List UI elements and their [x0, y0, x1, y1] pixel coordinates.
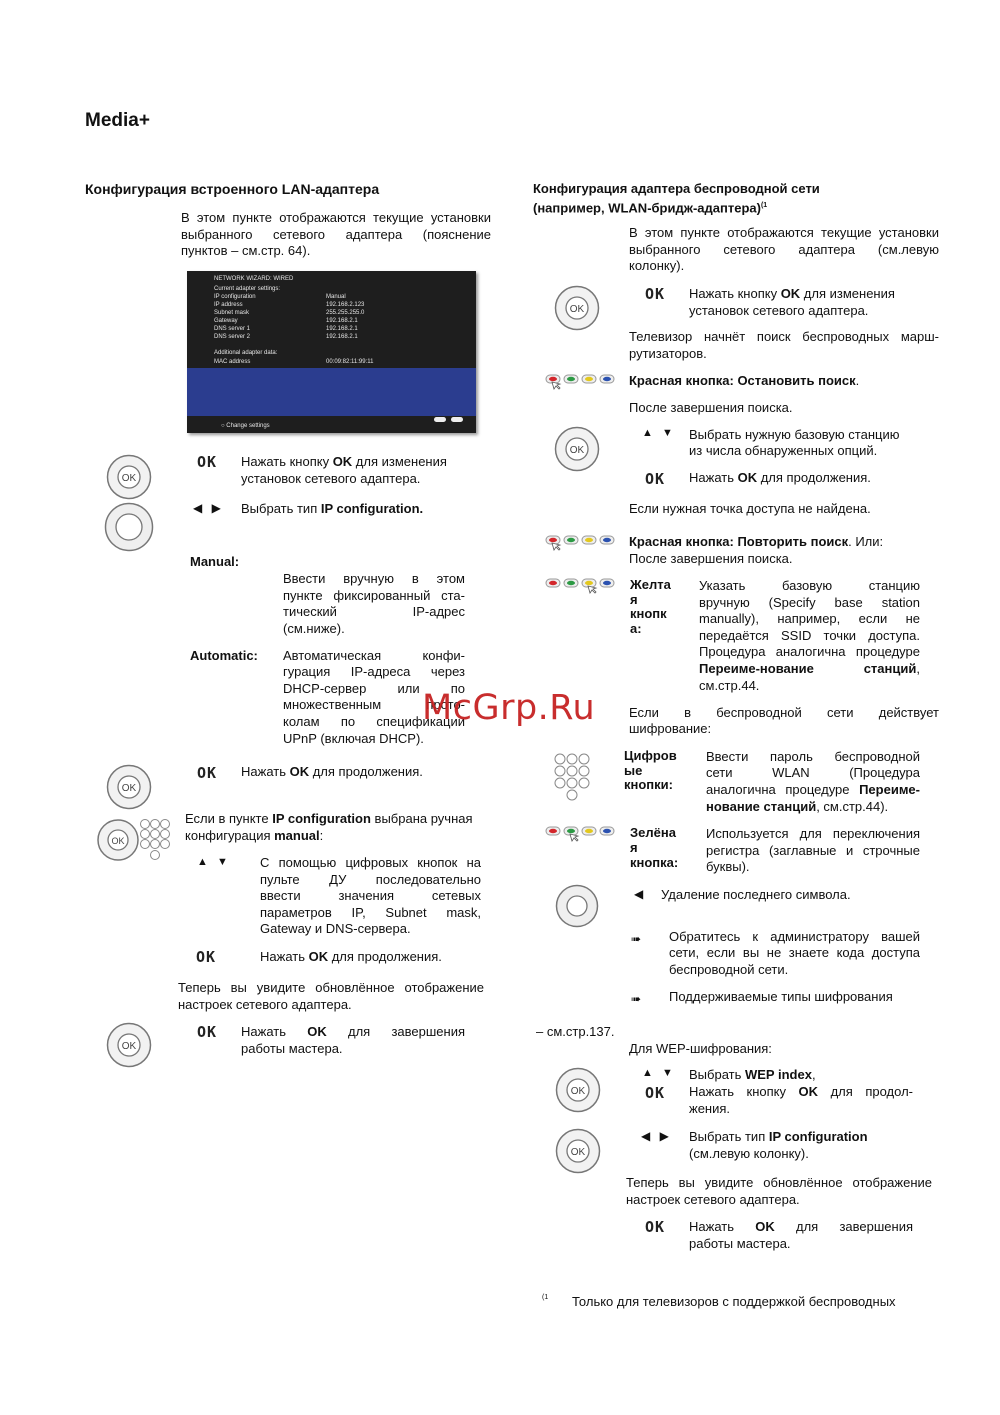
left-right-arrows-icon: ◀ ▶: [193, 501, 224, 515]
svg-text:OK: OK: [570, 1086, 586, 1097]
yellow-label-3: кнопк: [630, 606, 667, 621]
wep-step1: Выбрать WEP index,: [689, 1067, 816, 1082]
footnote-mark: (1: [760, 202, 768, 209]
ok-key-label: OK: [645, 285, 666, 303]
up-down-arrows-icon: ▲ ▼: [197, 856, 231, 868]
red-button-repeat: Красная кнопка: Повторить поиск. Или:: [629, 534, 884, 549]
footnote-text: Только для телевизоров с поддержкой беспроводных: [572, 1294, 896, 1309]
ok-remote-icon: [106, 764, 152, 810]
left-step1-line1: Нажать кнопку OK для изменения: [241, 454, 447, 469]
left-step2: Выбрать тип IP configuration.: [241, 501, 424, 516]
green-text-1: Используется для переключения: [706, 826, 920, 841]
up-down-arrows-icon: ▲ ▼: [642, 1067, 676, 1079]
left-right-arrows-icon: ◀ ▶: [641, 1129, 672, 1143]
svg-text:OK: OK: [121, 473, 137, 484]
green-label-3: кнопка:: [630, 855, 679, 870]
select-station-2: из числа обнаруженных опций.: [689, 443, 878, 458]
green-text-2: регистра (заглавные и строчные: [706, 843, 920, 858]
left-step1-line2: установок сетевого адаптера.: [241, 471, 421, 486]
final-2: работы мастера.: [689, 1236, 791, 1251]
navigation-remote-icon: [104, 502, 154, 552]
right-step1-line1: Нажать кнопку OK для изменения: [689, 286, 895, 301]
left-result-2: настроек сетевого адаптера.: [178, 997, 352, 1012]
ok-key-label: OK: [197, 764, 218, 782]
color-buttons-yellow-icon: [545, 577, 615, 595]
digit-label-3: кнопки:: [624, 777, 673, 792]
screen-row-value: 255.255.255.0: [326, 310, 365, 316]
right-continue: Нажать OK для продолжения.: [689, 470, 871, 485]
after-search: После завершения поиска.: [629, 400, 793, 415]
wep-step3-2: (см.левую колонку).: [689, 1146, 809, 1161]
yellow-text-4: передаётся SSID точки доступа.: [699, 628, 920, 643]
left-step4-3: ввести значения сетевых: [260, 888, 481, 903]
left-step3: Нажать OK для продолжения.: [241, 764, 423, 779]
screen-title: NETWORK WIZARD: WIRED: [214, 276, 294, 282]
navigation-remote-icon: [555, 884, 599, 928]
encryption-1: Если в беспроводной сети действует: [629, 705, 939, 720]
left-step4-4: параметров IP, Subnet mask,: [260, 905, 481, 920]
note1-2: сети, если вы не знаете кода доступа: [669, 945, 920, 960]
yellow-text-1: Указать базовую станцию: [699, 578, 920, 593]
left-step5: Нажать OK для продолжения.: [260, 949, 442, 964]
manual-text-2: пункте фиксированный ста-: [283, 588, 465, 603]
screen-blue-panel: [187, 368, 476, 416]
left-section-title: Конфигурация встроенного LAN-адаптера: [85, 181, 380, 197]
wep-step3-1: Выбрать тип IP configuration: [689, 1129, 868, 1144]
digit-text-2: сети WLAN (Процедура: [706, 765, 920, 780]
left-manual-intro-2: конфигурация manual:: [185, 828, 324, 843]
red-button-stop: Красная кнопка: Остановить поиск.: [629, 373, 860, 388]
color-buttons-red-icon: [545, 534, 615, 552]
right-result-2: настроек сетевого адаптера.: [626, 1192, 800, 1207]
screen-mac-label: MAC address: [214, 359, 251, 365]
ok-remote-icon: [106, 454, 152, 500]
left-arrow-icon: ◀: [634, 887, 647, 901]
svg-text:OK: OK: [121, 1041, 137, 1052]
yellow-text-5: Процедура аналогична процедуре: [699, 644, 920, 659]
svg-text:OK: OK: [570, 1147, 586, 1158]
ok-key-label: OK: [197, 453, 218, 471]
left-step6-2: работы мастера.: [241, 1041, 343, 1056]
screen-additional: Additional adapter data:: [214, 350, 278, 356]
screen-mac-value: 00:09:82:11:99:11: [326, 359, 374, 365]
color-buttons-green-icon: [545, 825, 615, 843]
screen-row-label: IP configuration: [214, 294, 256, 300]
right-result-1: Теперь вы увидите обновлённое отображение: [626, 1175, 932, 1190]
footnote-mark: (1: [542, 1294, 549, 1301]
screen-row-label: IP address: [214, 302, 243, 308]
right-section-title-2: (например, WLAN-бридж-адаптера)$^{(1}$: [533, 200, 768, 216]
ok-remote-icon: [106, 1022, 152, 1068]
svg-text:OK: OK: [121, 783, 137, 794]
right-intro-3: колонку).: [629, 258, 685, 273]
automatic-text-1: Автоматическая конфи-: [283, 648, 465, 663]
manual-text-4: (см.ниже).: [283, 621, 345, 636]
right-section-title-1: Конфигурация адаптера беспроводной сети: [533, 181, 820, 196]
left-intro-3: пунктов – см.стр. 64).: [181, 243, 311, 258]
yellow-label-4: а:: [630, 621, 642, 636]
ok-remote-icon: [555, 1128, 601, 1174]
ok-remote-icon: [554, 285, 600, 331]
screen-ok-icon: [434, 417, 446, 422]
svg-text:OK: OK: [569, 445, 585, 456]
select-station-1: Выбрать нужную базовую станцию: [689, 427, 900, 442]
left-step4-5: Gateway и DNS-сервера.: [260, 921, 411, 936]
screen-footer: ○ Change settings: [221, 423, 270, 429]
automatic-label: Automatic:: [190, 648, 258, 663]
right-intro-2: выбранного сетевого адаптера (см.левую: [629, 242, 939, 257]
automatic-text-4: множественным прото-: [283, 697, 465, 712]
yellow-text-2: вручную (Specify base station: [699, 595, 920, 610]
color-buttons-red-icon: [545, 373, 615, 391]
manual-label: Manual:: [190, 554, 240, 569]
screen-row-value: 192.168.2.1: [326, 318, 358, 324]
page-title: Media+: [85, 110, 150, 131]
yellow-label-1: Желта: [630, 577, 671, 592]
right-intro-1: В этом пункте отображаются текущие установки: [629, 225, 939, 240]
note-pointer-icon: ➠: [631, 992, 642, 1006]
left-step6-1: Нажать OK для завершения: [241, 1024, 465, 1039]
yellow-text-7: см.стр.44.: [699, 678, 760, 693]
wep-step2-2: жения.: [689, 1101, 731, 1116]
after-search-2: После завершения поиска.: [629, 551, 793, 566]
note2-continuation: – см.стр.137.: [536, 1024, 615, 1039]
note2: Поддерживаемые типы шифрования: [669, 989, 893, 1004]
manual-text-3: тический IP-адрес: [283, 604, 465, 619]
note1-3: беспроводной сети.: [669, 962, 789, 977]
wep-step2-1: Нажать кнопку OK для продол-: [689, 1084, 913, 1099]
screen-row-label: Gateway: [214, 318, 238, 324]
note1-1: Обратитесь к администратору вашей: [669, 929, 920, 944]
green-label-1: Зелёна: [630, 825, 676, 840]
digit-text-4: нование станций, см.стр.44).: [706, 799, 889, 814]
network-wizard-screen: [187, 271, 476, 433]
screen-row-value: 192.168.2.1: [326, 326, 358, 332]
delete-last-char: Удаление последнего символа.: [661, 887, 851, 902]
automatic-text-2: гурация IP-адреса через: [283, 664, 465, 679]
screen-row-label: DNS server 1: [214, 326, 251, 332]
yellow-label-2: я: [630, 592, 638, 607]
screen-row-value: Manual: [326, 294, 346, 300]
right-search-1: Телевизор начнёт поиск беспроводных марш-: [629, 329, 939, 344]
ok-key-label: OK: [197, 1023, 218, 1041]
ok-key-label: OK: [645, 1218, 666, 1236]
svg-text:OK: OK: [111, 836, 125, 846]
digit-text-1: Ввести пароль беспроводной: [706, 749, 920, 764]
right-step1-line2: установок сетевого адаптера.: [689, 303, 869, 318]
svg-text:OK: OK: [569, 304, 585, 315]
left-step4-2: пульте ДУ последовательно: [260, 872, 481, 887]
manual-text-1: Ввести вручную в этом: [283, 571, 465, 586]
left-manual-intro-1: Если в пункте IP configuration выбрана ручная: [185, 811, 473, 826]
left-step4-1: С помощью цифровых кнопок на: [260, 855, 481, 870]
right-search-2: рутизаторов.: [629, 346, 707, 361]
note-pointer-icon: ➠: [631, 932, 642, 946]
automatic-text-3: DHCP-сервер или по: [283, 681, 465, 696]
green-text-3: буквы).: [706, 859, 750, 874]
screen-end-icon: [451, 417, 463, 422]
screen-row-value: 192.168.2.1: [326, 334, 358, 340]
digit-label-1: Цифров: [624, 748, 677, 763]
yellow-text-3: manually), например, если не: [699, 611, 920, 626]
green-label-2: я: [630, 840, 638, 855]
final-1: Нажать OK для завершения: [689, 1219, 913, 1234]
ok-remote-icon: [555, 1067, 601, 1113]
yellow-text-6: Переиме-нование станций,: [699, 661, 920, 676]
encryption-2: шифрование:: [629, 721, 712, 736]
digit-label-2: ые: [624, 763, 643, 778]
ok-key-label: OK: [645, 1084, 666, 1102]
automatic-text-5: колам по спецификации: [283, 714, 465, 729]
ok-key-label: OK: [645, 470, 666, 488]
ok-key-label: OK: [196, 948, 217, 966]
numeric-keypad-icon: [551, 751, 593, 803]
digit-text-3: аналогична процедуре Переиме-: [706, 782, 920, 797]
ok-remote-icon: [554, 426, 600, 472]
screen-heading: Current adapter settings:: [214, 286, 281, 292]
watermark: McGrp.Ru: [422, 688, 596, 728]
ok-numeric-remote-icon: [96, 815, 172, 865]
screen-row-label: DNS server 2: [214, 334, 251, 340]
left-intro-2: выбранного сетевого адаптера (пояснение: [181, 227, 491, 242]
screen-row-label: Subnet mask: [214, 310, 250, 316]
up-down-arrows-icon: ▲ ▼: [642, 427, 676, 439]
not-found: Если нужная точка доступа не найдена.: [629, 501, 871, 516]
wep-title: Для WEP-шифрования:: [629, 1041, 772, 1056]
left-intro-1: В этом пункте отображаются текущие установки: [181, 210, 491, 225]
screen-row-value: 192.168.2.123: [326, 302, 365, 308]
left-result-1: Теперь вы увидите обновлённое отображение: [178, 980, 484, 995]
automatic-text-6: UPnP (включая DHCP).: [283, 731, 424, 746]
